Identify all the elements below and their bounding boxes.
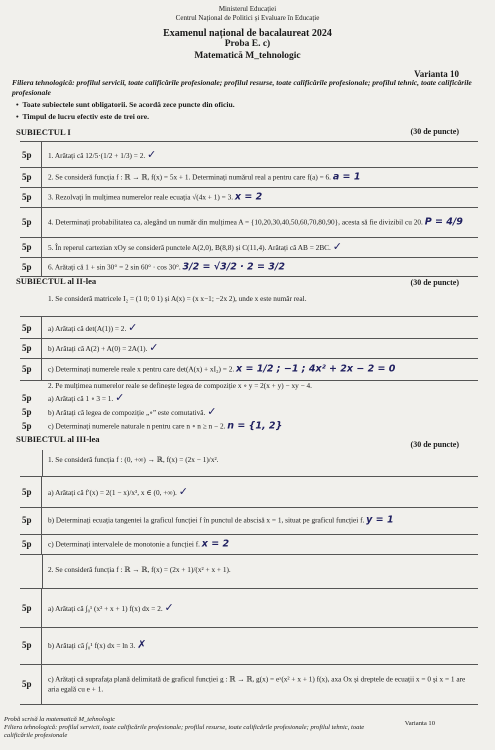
subject3-points: (30 de puncte): [410, 440, 459, 449]
cross-mark-icon: ✗: [137, 637, 147, 651]
subject2-title: SUBIECTUL al II-lea: [16, 276, 97, 286]
footer-variant: Varianta 10: [404, 720, 435, 727]
s3-2b: 5p b) Arătați că ∫₀¹ f(x) dx = ln 3. ✗: [20, 626, 478, 665]
s3-2a: 5p a) Arătați că ∫₀¹ (x² + x + 1) f(x) dx = 2. ✓: [20, 588, 478, 628]
s1-q3: 5p 3. Rezolvați în mulțimea numerelor reale ecuația √(4x + 1) = 3. x = 2: [20, 187, 478, 208]
footer-line2: Filiera tehnologică: profilul servicii, toate calificările profesionale; profilul resurse, toate calificările profesionale; profilul tehnic, toate: [4, 724, 365, 731]
s1-q5: 5p 5. În reperul cartezian xOy se consideră punctele A(2,0), B(8,8) și C(11,4). Arătați că AB = 2BC. ✓: [20, 237, 478, 258]
rule-1: • Toate subiectele sunt obligatorii. Se acordă zece puncte din oficiu.: [16, 100, 235, 109]
check-mark-icon: ✓: [115, 390, 125, 404]
check-mark-icon: ✓: [164, 600, 174, 614]
ministry-name: Ministerul Educației: [218, 5, 277, 13]
exam-title: Examenul național de bacalaureat 2024: [163, 28, 332, 39]
s2-intro2: 2. Pe mulțimea numerelor reale se definește legea de compoziție x ∘ y = 2(x + y) − xy − 4.: [48, 381, 312, 390]
s2-2a: 5p a) Arătați că 1 ∘ 3 = 1. ✓: [22, 390, 125, 404]
subject-title: Matematică M_tehnologic: [194, 51, 301, 61]
s2-1a: 5p a) Arătați că det(A(1)) = 2. ✓: [20, 316, 478, 339]
subject1-title: SUBIECTUL I: [16, 127, 71, 137]
subject2-points: (30 de puncte): [410, 278, 459, 287]
s2-1c: 5p c) Determinați numerele reale x pentru care det(A(x) + xI₂) = 2. x = 1/2 ; −1 ; 4x² + 2x − 2 = 0: [20, 358, 478, 381]
check-mark-icon: ✓: [128, 320, 138, 334]
footer-line3: calificările profesionale: [4, 732, 68, 739]
s1-q4: 5p 4. Determinați probabilitatea ca, alegând un număr din mulțimea A = {10,20,30,40,50,60,70,80,90}, acesta să fie divizibil cu 20. P = 4/9: [20, 207, 478, 238]
s3-1b: 5p b) Determinați ecuația tangentei la graficul funcției f în punctul de abscisă x = 1, situat pe graficul funcției f. y = 1: [20, 506, 478, 535]
s3-intro1: 1. Se consideră funcția f : (0, +∞) → ℝ, f(x) = (2x − 1)/x².: [48, 455, 219, 464]
s2-2b: 5p b) Arătați că legea de compoziție „∘” este comutativă. ✓: [22, 404, 217, 418]
s1-q1: 5p 1. Arătați că 12/5·(1/2 + 1/3) = 2. ✓: [20, 141, 478, 168]
s2-2c: 5p c) Determinați numerele naturale n pentru care n ∘ n ≥ n − 2. n = {1, 2}: [22, 420, 283, 432]
s1-q2: 5p 2. Se consideră funcția f : ℝ → ℝ, f(x) = 5x + 1. Determinați numărul real a pentru care f(a) = 6. a = 1: [20, 166, 478, 188]
s3-1a: 5p a) Arătați că f′(x) = 2(1 − x)/x³, x ∈ (0, +∞). ✓: [20, 476, 478, 508]
profile-text: Filiera tehnologică: profilul servicii, toate calificările profesionale; profilul resurse, toate calificările profesionale; profilul tehnic, toate calificările profesionale: [12, 78, 472, 97]
rule-2: • Timpul de lucru efectiv este de trei ore.: [16, 112, 150, 121]
s2-1b: 5p b) Arătați că A(2) + A(0) = 2A(1). ✓: [20, 337, 478, 359]
s3-1c: 5p c) Determinați intervalele de monotonie a funcției f. x = 2: [20, 534, 478, 555]
check-mark-icon: ✓: [178, 484, 188, 498]
s3-intro2: 2. Se consideră funcția f : ℝ → ℝ, f(x) = (2x + 1)/(x² + x + 1).: [48, 565, 231, 574]
check-mark-icon: ✓: [332, 239, 342, 253]
subject3-title: SUBIECTUL al III-lea: [16, 434, 100, 444]
check-mark-icon: ✓: [207, 404, 217, 418]
proba-title: Proba E. c): [224, 39, 271, 49]
check-mark-icon: ✓: [147, 147, 157, 161]
variant-label: Varianta 10: [414, 69, 459, 79]
check-mark-icon: ✓: [149, 340, 159, 354]
footer-line1: Probă scrisă la matematică M_tehnologic: [4, 716, 116, 723]
s2-intro1: 1. Se consideră matricele I₂ = (1 0; 0 1) și A(x) = (x x−1; −2x 2), unde x este număr real.: [48, 294, 307, 303]
center-name: Centrul Național de Politici și Evaluare în Educație: [175, 14, 320, 22]
s1-q6: 5p 6. Arătați că 1 + sin 30° = 2 sin 60° · cos 30°. 3/2 = √3/2 · 2 = 3/2: [20, 257, 478, 277]
s3-2c: 5p c) Arătați că suprafața plană delimitată de graficul funcției g : ℝ → ℝ, g(x) = eˣ(x² + x + 1) f(x), axa Ox și dreptele de ecuații x = 0 și x = 1 are aria egală cu e + 1.: [20, 664, 478, 705]
subject1-points: (30 de puncte): [410, 127, 459, 136]
